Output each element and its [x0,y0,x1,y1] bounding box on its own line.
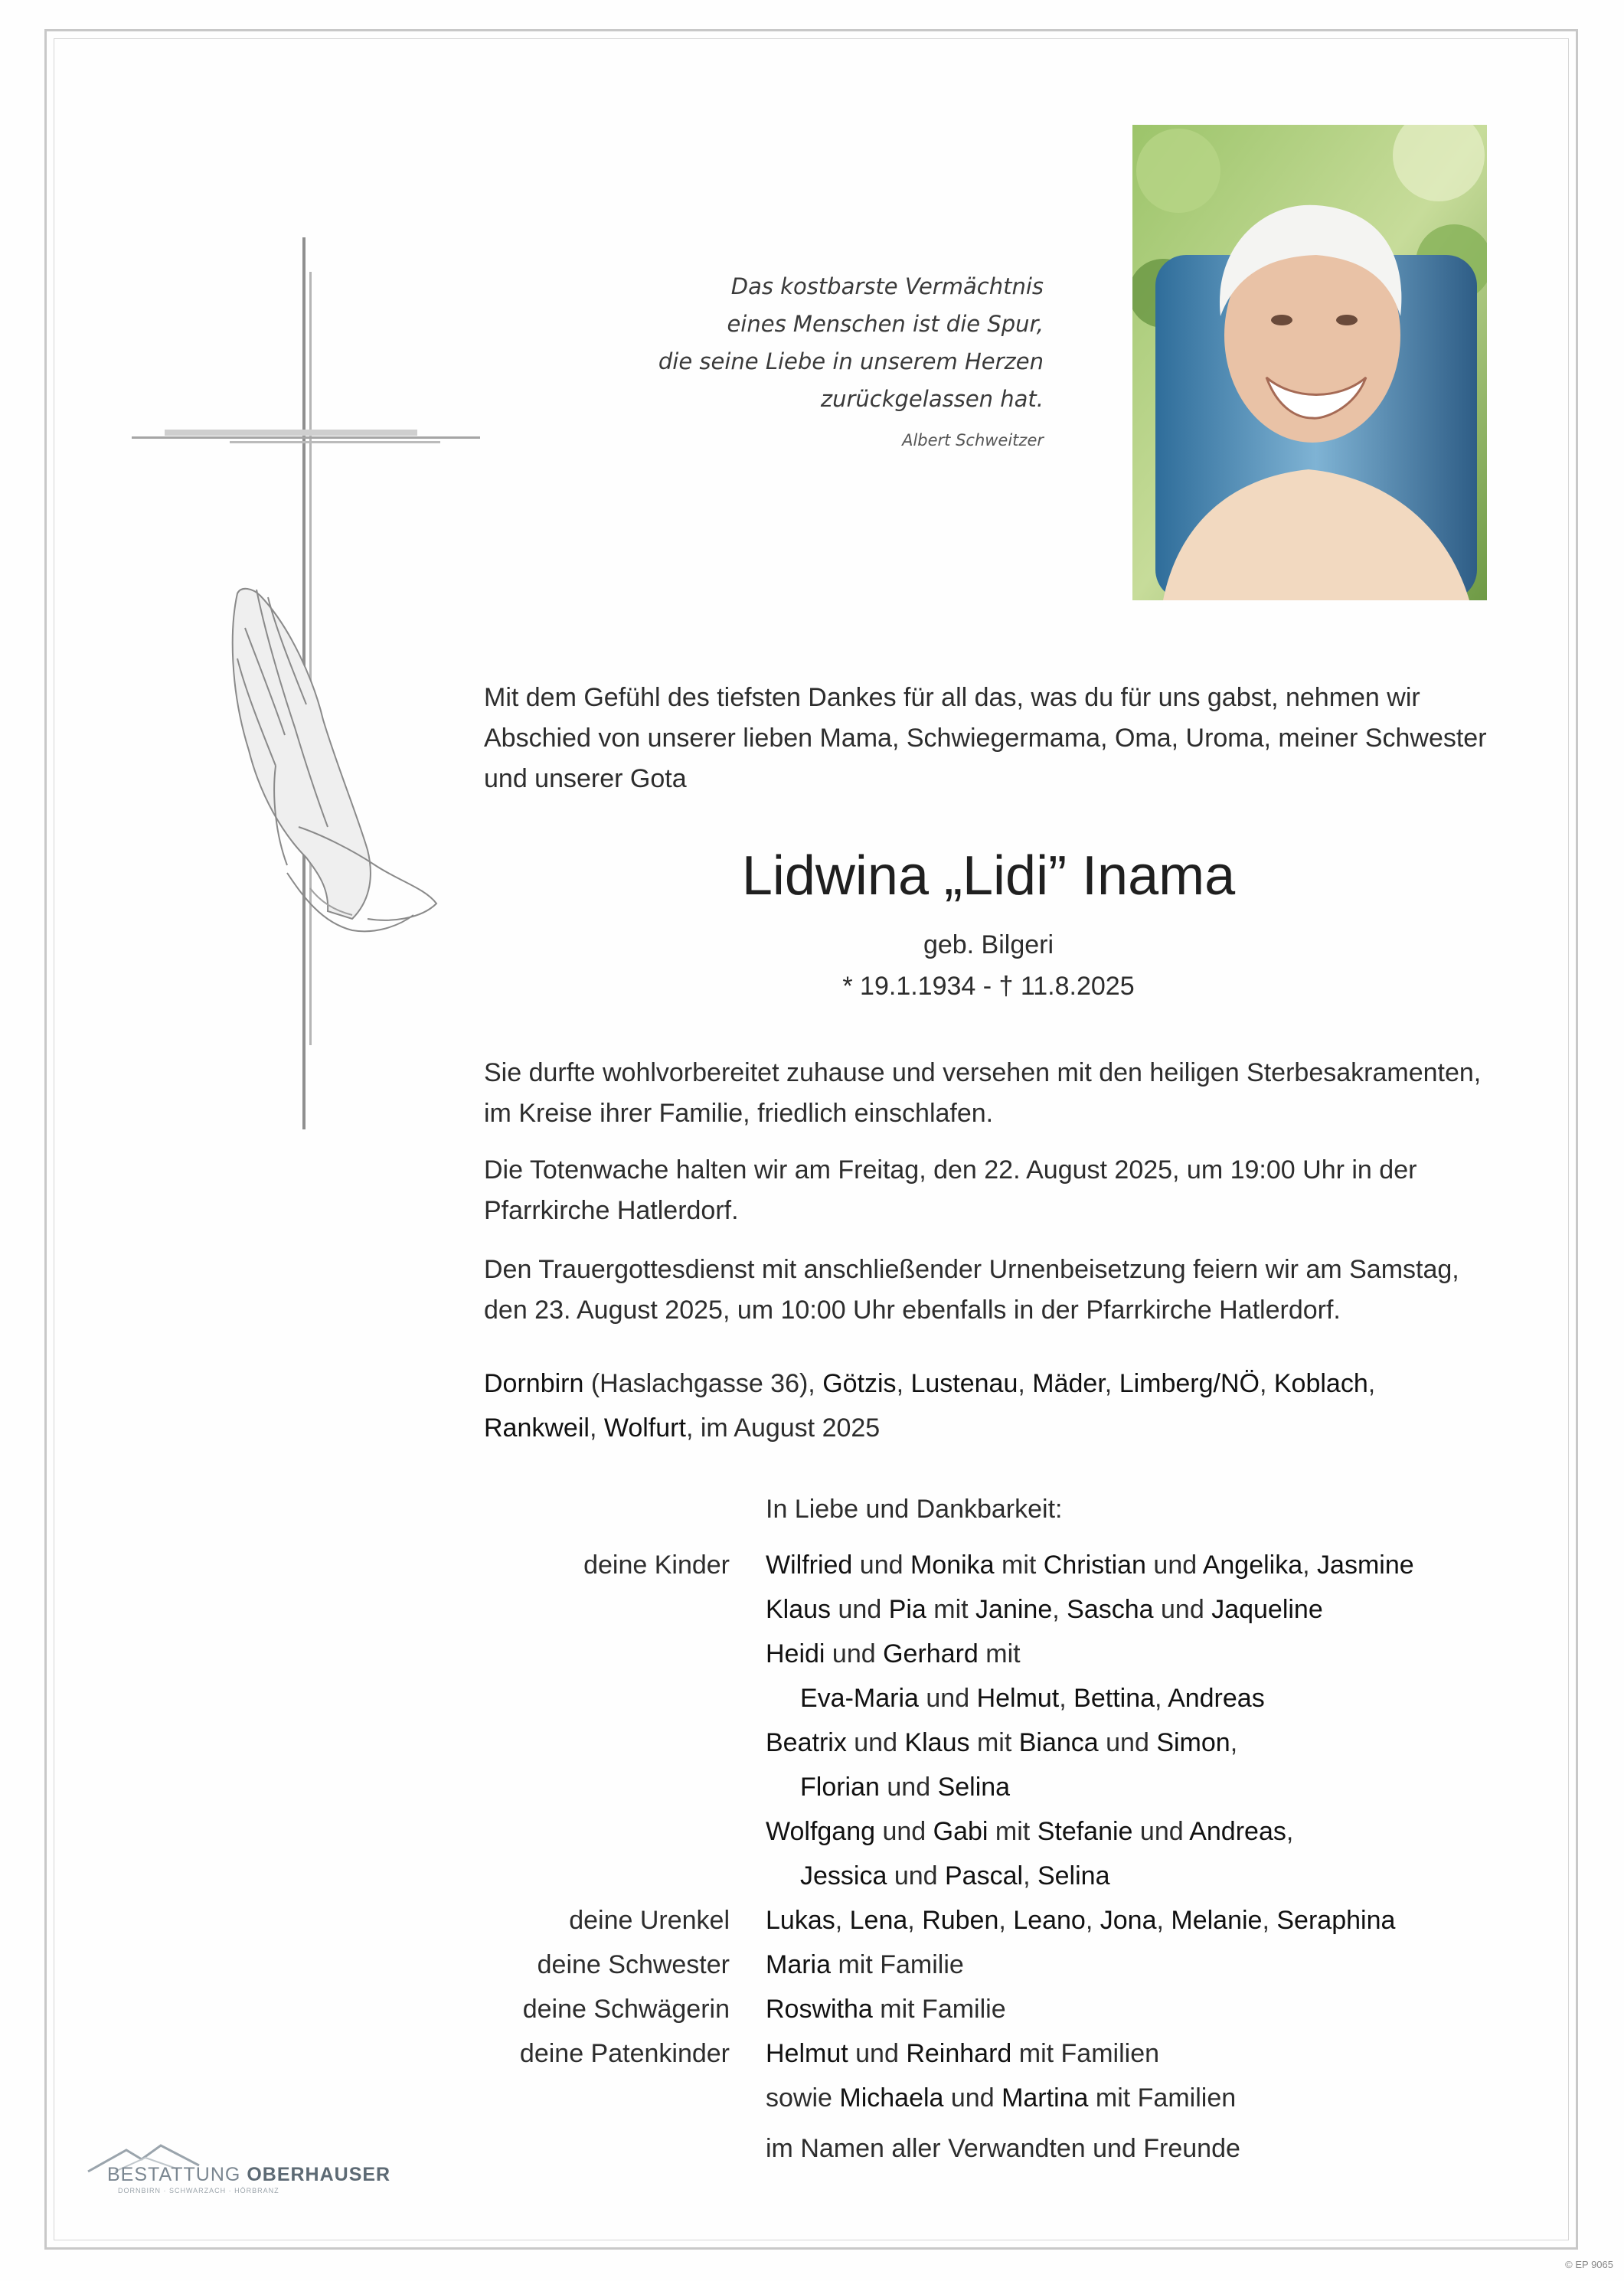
connector-text: mit [994,1551,1044,1580]
connector-text: im Namen aller Verwandten und Freunde [766,2134,1240,2163]
mourner-line [766,1590,1323,1629]
paragraph-passing: Sie durfte wohlvorbereitet zuhause und versehen mit den heiligen Sterbesakramenten, im Kreise ihrer Familie, friedlich einschlafen. [484,1058,1482,1128]
mourner-line [766,2078,1236,2118]
life-dates: * 19.1.1934 - † 11.8.2025 [842,972,1135,1001]
name-text: Reinhard [906,2039,1012,2068]
paragraph-funeral: Den Trauergottesdienst mit anschließender Urnenbeisetzung feiern wir am Samstag, den 23. August 2025, um 10:00 Uhr ebenfalls in der Pfarrkirche Hatlerdorf. [484,1255,1459,1325]
connector-text: und [831,1595,889,1624]
intro-text: Mit dem Gefühl des tiefsten Dankes für all das, was du für uns gabst, nehmen wir Abschied von unserer lieben Mama, Schwiegermama, Oma, Uroma, meiner Schwester und unserer Gota [484,683,1487,793]
quote-line: die seine Liebe in unserem Herzen [658,348,1044,374]
connector-text: , [1156,1906,1171,1935]
name-text: Lukas [766,1906,835,1935]
name-text: Götzis [822,1369,897,1398]
connector-text: und [825,1639,884,1668]
connector-text: (Haslachgasse 36), [583,1369,823,1398]
name-text: Wolfurt [603,1413,686,1443]
name-text: Selina [937,1773,1011,1802]
name-text: Christian [1043,1551,1146,1580]
logo-name-light: BESTATTUNG [107,2164,247,2185]
connector-text: , [1155,1684,1168,1713]
name-text: Heidi [766,1639,825,1668]
name-text: Dornbirn [484,1369,584,1398]
birth-name: geb. Bilgeri [923,930,1054,959]
name-text: Selina [1037,1861,1110,1890]
connector-text: , [1262,1906,1277,1935]
connector-text: und [1132,1817,1190,1846]
mourner-line [766,1723,1237,1763]
name-text: Gerhard [883,1639,979,1668]
logo-wordmark [107,2164,390,2186]
mourner-line [766,1900,1395,1940]
funeral-home-logo [84,2142,391,2204]
name-text: Mäder [1032,1369,1105,1398]
name-text: Beatrix [766,1728,847,1757]
name-text: Stefanie [1037,1817,1133,1846]
logo-name-bold: OBERHAUSER [247,2164,391,2185]
name-text: Pascal [945,1861,1024,1890]
connector-text: mit Familie [872,1995,1006,2024]
connector-text: , [1085,1906,1100,1935]
connector-text: , [1023,1861,1037,1890]
name-text: Melanie [1171,1906,1263,1935]
label-schwester: deine Schwester [537,1950,730,1979]
places-line [484,1361,1493,1406]
paragraph-wake: Die Totenwache halten wir am Freitag, den 22. August 2025, um 19:00 Uhr in der Pfarrkirche Hatlerdorf. [484,1155,1417,1225]
name-text: Angelika [1202,1551,1303,1580]
name-text: Helmut [976,1684,1060,1713]
mourner-line [800,1767,1010,1807]
mourner-line [766,1545,1414,1585]
label-urenkel: deine Urenkel [569,1906,730,1935]
name-text: Martina [1002,2083,1089,2113]
places-line [484,1406,1493,1450]
connector-text: mit [988,1817,1037,1846]
connector-text: , [896,1369,911,1398]
connector-text: mit Familien [1011,2039,1160,2068]
connector-text: mit Familie [831,1950,964,1979]
connector-text: , [1052,1595,1067,1624]
connector-text: , [1302,1551,1318,1580]
name-text: Andreas [1168,1684,1265,1713]
praying-hands-icon [233,589,436,931]
connector-text: , [1367,1369,1376,1398]
connector-text: mit Familien [1088,2083,1237,2113]
connector-text: , [589,1413,604,1443]
name-text: Andreas [1189,1817,1286,1846]
connector-text: und [846,1728,905,1757]
mourner-line [766,2034,1159,2073]
connector-text: und [918,1684,977,1713]
name-text: Maria [766,1950,832,1979]
logo-locations: DORNBIRN · SCHWARZACH · HÖRBRANZ [118,2187,279,2194]
connector-text: mit [969,1728,1019,1757]
connector-text: sowie [766,2083,840,2113]
connector-text: und [879,1773,938,1802]
connector-text: und [943,2083,1002,2113]
label-schwaegerin: deine Schwägerin [522,1995,730,2024]
connector-text: und [848,2039,907,2068]
places-block [484,1361,1493,1450]
connector-text: und [852,1551,910,1580]
mourner-line [800,1856,1109,1896]
name-text: Helmut [766,2039,848,2068]
mourners-heading: In Liebe und Dankbarkeit: [766,1495,1063,1524]
connector-text: , [1018,1369,1033,1398]
mourner-line [766,1945,964,1985]
cross-with-praying-hands-icon [123,230,490,1149]
deceased-name: Lidwina „Lidi” Inama [741,845,1236,907]
connector-text: , [1104,1369,1119,1398]
label-patenkinder: deine Patenkinder [519,2039,730,2068]
connector-text: , [1286,1817,1294,1846]
name-text: Bianca [1018,1728,1099,1757]
connector-text: , [907,1906,923,1935]
name-text: Seraphina [1276,1906,1396,1935]
name-text: Klaus [766,1595,832,1624]
name-text: Klaus [904,1728,970,1757]
connector-text: , im August 2025 [685,1413,881,1443]
name-text: Florian [800,1773,880,1802]
quote-line: Das kostbarste Vermächtnis [730,273,1044,299]
connector-text: mit [926,1595,976,1624]
name-text: Simon [1156,1728,1230,1757]
name-text: Eva-Maria [800,1684,919,1713]
name-text: Wolfgang [766,1817,876,1846]
name-text: Koblach [1273,1369,1368,1398]
name-text: Sascha [1067,1595,1154,1624]
name-text: Roswitha [766,1995,873,2024]
name-text: Janine [975,1595,1053,1624]
quote-line: zurückgelassen hat. [820,386,1044,412]
portrait-photo [1132,125,1487,600]
name-text: Jona [1100,1906,1157,1935]
mourner-line [766,1989,1006,2029]
connector-text: und [1098,1728,1157,1757]
mourner-line [766,1634,1021,1674]
name-text: Michaela [839,2083,944,2113]
mourner-line [800,1678,1265,1718]
mourner-line [766,1812,1293,1851]
name-text: Jaqueline [1211,1595,1323,1624]
name-text: Jessica [800,1861,887,1890]
name-text: Gabi [933,1817,988,1846]
connector-text: , [835,1906,850,1935]
label-kinder: deine Kinder [583,1551,730,1580]
product-code: © EP 9065 [1565,2259,1613,2270]
connector-text: und [887,1861,945,1890]
connector-text: und [1145,1551,1203,1580]
connector-text: , [1059,1684,1074,1713]
name-text: Lustenau [910,1369,1018,1398]
quote-author: Albert Schweitzer [902,431,1044,449]
name-text: Bettina [1073,1684,1155,1713]
name-text: Monika [910,1551,995,1580]
name-text: Wilfried [766,1551,853,1580]
quote-line: eines Menschen ist die Spur, [727,311,1044,337]
connector-text: , [1259,1369,1274,1398]
connector-text: , [1230,1728,1238,1757]
name-text: Ruben [922,1906,999,1935]
name-text: Pia [888,1595,926,1624]
mourner-line [766,2129,1240,2168]
quote-block [508,268,1044,452]
name-text: Leano [1013,1906,1086,1935]
portrait-image [1132,125,1487,600]
connector-text: , [998,1906,1014,1935]
connector-text: und [1153,1595,1212,1624]
connector-text: und [875,1817,933,1846]
name-text: Lena [849,1906,908,1935]
name-text: Limberg/NÖ [1119,1369,1260,1398]
name-text: Jasmine [1317,1551,1414,1580]
name-text: Rankweil [484,1413,590,1443]
connector-text: mit [978,1639,1021,1668]
